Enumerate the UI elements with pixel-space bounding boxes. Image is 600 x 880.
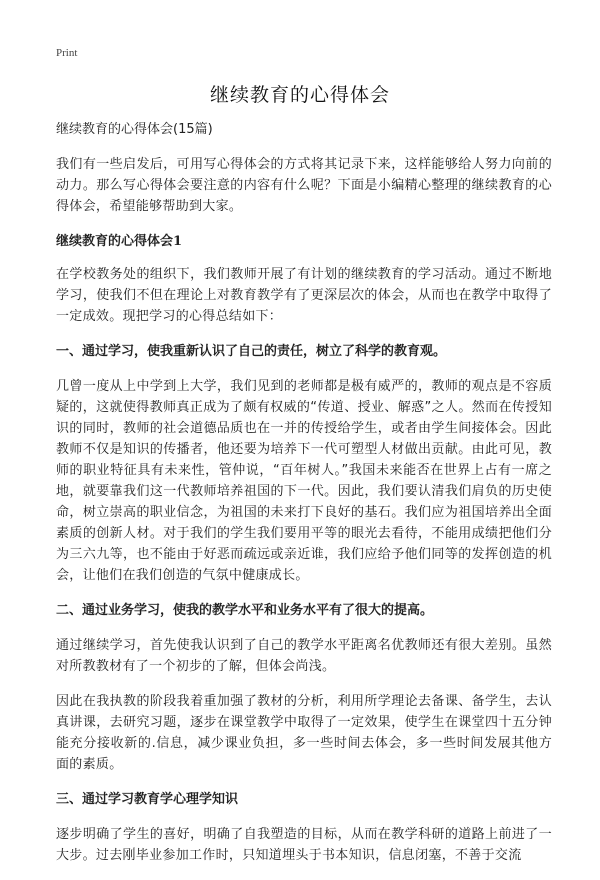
paragraph-business-study-2: 因此在我执教的阶段我着重加强了教材的分析，利用所学理论去备课、备学生，去认真讲课，去研究习题，逐步在课堂教学中取得了一定效果，使学生在课堂四十五分钟能充分接收新的.信息，减少课业负担，多一些时间去体会，多一些时间发展其他方面的素质。 — [56, 694, 552, 772]
article-body — [56, 119, 552, 880]
paragraph-responsibility: 几曾一度从上中学到上大学，我们见到的老师都是极有威严的，教师的观点是不容质疑的，这就使得教师真正成为了颇有权威的“传道、授业、解惑”之人。然而在传授知识的同时，教师的社会道德品质也在一并的传授给学生，或者由学生间接体会。因此教师不仅是知识的传播者，他还要为培养下一代可塑型人材做出贡献。由此可见，教师的职业特征具有未来性，管仲说，“百年树人。”我国未来能否在世界上占有一席之地，就要靠我们这一代教师培养祖国的下一代。因此，我们要认清我们肩负的历史使命，树立崇高的职业信念，为祖国的未来打下良好的基石。我们应为祖国培养出全面素质的创新人材。对于我们的学生我们要用平等的眼光去看待，不能用成绩把他们分为三六九等，也不能由于好恶而疏远或亲近谁，我们应给予他们同等的发挥创造的机会，让他们在我们创造的气氛中健康成长。 — [56, 379, 552, 583]
paragraph-psychology: 逐步明确了学生的喜好，明确了自我塑造的目标，从而在教学科研的道路上前进了一大步。过去刚毕业参加工作时，只知道埋头于书本知识，信息闭塞，不善于交流 — [56, 827, 552, 863]
intro-paragraph: 我们有一些启发后，可用写心得体会的方式将其记录下来，这样能够给人努力向前的动力。那么写心得体会要注意的内容有什么呢？下面是小编精心整理的继续教育的心得体会，希望能够帮助到大家。 — [56, 157, 552, 214]
heading-responsibility: 一、通过学习，使我重新认识了自己的责任，树立了科学的教育观。 — [56, 344, 447, 359]
section-1-intro: 在学校教务处的组织下，我们教师开展了有计划的继续教育的学习活动。通过不断地学习，使我们不但在理论上对教育教学有了更深层次的体会，从而也在教学中取得了一定成效。现把学习的心得总结如下： — [56, 267, 552, 324]
heading-business-study: 二、通过业务学习，使我的教学水平和业务水平有了很大的提高。 — [56, 603, 434, 618]
article-subtitle: 继续教育的心得体会(15篇) — [56, 122, 213, 137]
heading-psychology: 三、通过学习教育学心理学知识 — [56, 792, 239, 807]
page-title: 继续教育的心得体会 — [209, 84, 390, 106]
paragraph-business-study-1: 通过继续学习，首先使我认识到了自己的教学水平距离名优教师还有很大差别。虽然对所教教材有了一个初步的了解，但体会尚浅。 — [56, 638, 552, 674]
print-link[interactable]: Print — [56, 47, 78, 59]
section-1-title: 继续教育的心得体会1 — [56, 234, 183, 249]
